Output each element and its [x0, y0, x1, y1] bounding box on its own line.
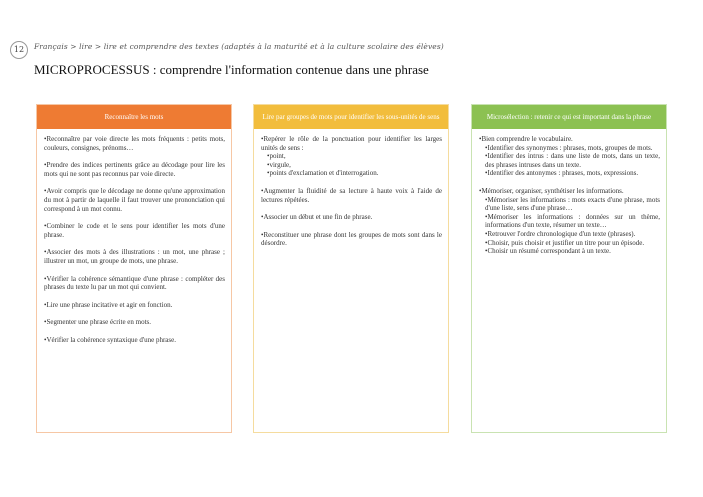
column-body [254, 129, 448, 248]
list-item: •Lire une phrase incitative et agir en fonction. [44, 300, 173, 309]
list-item: •Prendre des indices pertinents grâce au décodage pour lire les mots qui ne sont pas reconnus par voie directe. [44, 161, 225, 178]
sub-list-item: •Mémoriser les informations : mots exacts d'une phrase, mots d'une liste, sens d'une phrase… [485, 195, 660, 213]
list-item: •Reconnaître par voie directe les mots fréquents : petits mots, couleurs, consignes, prénoms… [44, 135, 225, 152]
list-item: •Augmenter la fluidité de sa lecture à haute voix à l'aide de lectures répétées. [261, 186, 442, 204]
list-item: •Combiner le code et le sens pour identifier les mots d'une phrase. [44, 222, 225, 239]
sub-list-item: •Identifier des intrus : dans une liste de mots, dans un texte, des phrases intruses dans un texte. [485, 152, 660, 169]
list-item: •Associer un début et une fin de phrase. [261, 213, 373, 222]
column-word-groups [253, 104, 449, 433]
sub-list-item: •points d'exclamation et d'interrogation. [267, 169, 379, 178]
column-body [472, 129, 666, 256]
list-item: •Avoir compris que le décodage ne donne qu'une approximation du mot à partir de laquelle il faut trouver une prononciation qui correspond à un mot connu. [44, 187, 225, 213]
sub-list-item: •Mémoriser les informations : données sur un thème, informations d'un texte, résumer un texte… [485, 212, 660, 230]
column-header: Lire par groupes de mots pour identifier les sous-unités de sens [254, 105, 448, 129]
list-item: •Repérer le rôle de la ponctuation pour identifier les larges unités de sens : [261, 135, 442, 152]
list-item: •Associer des mots à des illustrations : un mot, une phrase ; illustrer un mot, un groupe de mots, une phrase. [44, 248, 225, 265]
sub-list-item: •Choisir, puis choisir et justifier un titre pour un épisode. [485, 238, 645, 247]
column-header: Reconnaître les mots [37, 105, 231, 129]
column-body [37, 129, 231, 345]
list-item: •Vérifier la cohérence syntaxique d'une phrase. [44, 335, 176, 344]
sub-list-item: •virgule, [267, 160, 291, 169]
list-item: •Bien comprendre le vocabulaire. [479, 135, 573, 143]
sub-list-item: •Retrouver l'ordre chronologique d'un texte (phrases). [485, 229, 636, 238]
list-item: •Reconstituer une phrase dont les groupes de mots sont dans le désordre. [261, 230, 442, 248]
breadcrumb: Français > lire > lire et comprendre des textes (adaptés à la maturité et à la culture scolaire des élèves) [34, 42, 444, 51]
page-title: MICROPROCESSUS : comprendre l'information contenue dans une phrase [34, 62, 429, 77]
column-header: Microsélection : retenir ce qui est important dans la phrase [472, 105, 666, 129]
list-item: •Vérifier la cohérence sémantique d'une phrase : compléter des phrases du texte lu par un mot qui convient. [44, 274, 225, 292]
sub-list-item: •Identifier des antonymes : phrases, mots, expressions. [485, 169, 639, 178]
sub-list-item: •Choisir un résumé correspondant à un texte. [485, 247, 611, 256]
sub-list-item: •Identifier des synonymes : phrases, mots, groupes de mots. [485, 143, 653, 152]
sub-list-item: •point, [267, 152, 286, 161]
page-number: 12 [10, 41, 28, 59]
list-item: •Mémoriser, organiser, synthétiser les informations. [479, 186, 624, 195]
list-item: •Segmenter une phrase écrite en mots. [44, 318, 152, 327]
column-microselection [471, 104, 667, 433]
column-recognize-words [36, 104, 232, 433]
